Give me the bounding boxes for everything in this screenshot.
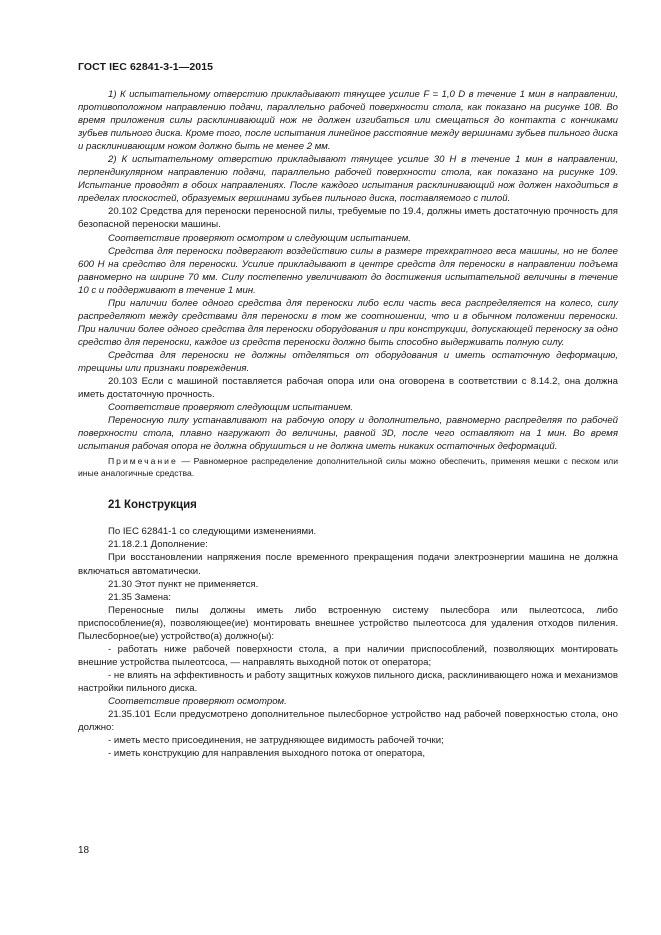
page-number: 18 (78, 845, 90, 856)
paragraph: 20.102 Средства для переноски переносной пилы, требуемые по 19.4, должны иметь достаточную прочность для безопасной переноски машины. (78, 206, 618, 231)
paragraph: Соответствие проверяют осмотром и следующим испытанием. (108, 232, 411, 244)
list-item: - иметь место присоединения, не затрудняющее видимость рабочей точки; (108, 735, 444, 747)
document-header: ГОСТ IEC 62841-3-1—2015 (78, 61, 214, 73)
list-item: - работать ниже рабочей поверхности стола, а при наличии приспособлений, позволяющих монтировать внешние устройства пылеотсоса, — направлять выходной поток от оператора; (78, 643, 618, 668)
note-text: — Равномерное распределение дополнительной силы можно обеспечить, применяя мешки с песком или иные аналогичные средства. (78, 456, 618, 479)
list-item: - иметь конструкцию для направления выходного потока от оператора, (108, 748, 425, 760)
paragraph: 21.35 Замена: (108, 591, 172, 603)
paragraph: 20.103 Если с машиной поставляется рабочая опора или она оговорена в соответствии с 8.14.2, она должна иметь достаточную прочность. (78, 376, 618, 401)
section-title: 21 Конструкция (108, 499, 197, 512)
paragraph: 21.18.2.1 Дополнение: (108, 539, 208, 551)
paragraph: 1) К испытательному отверстию прикладывают тянущее усилие F = 1,0 D в течение 1 мин в направлении, противоположном направлению подачи, параллельно рабочей поверхности стола, как показано на рисунке 108. Во время приложения силы расклинивающий нож не должен изгибаться или смещаться до контакта с кончиками зубьев пильного диска. Кроме того, после испытания линейное расстояние между вершинами зубьев пильного диска и расклинивающим ножом должно быть не менее 2 мм. (78, 89, 618, 153)
paragraph: При наличии более одного средства для переноски либо если часть веса распределяется на колесо, силу распределяют между средствами для переноски в том же соотношении, что и в обычном положении переноски. При наличии более одного средства для переноски оборудования и при конструкции, допускающей переноску за одно средство для переноски, каждое из средств переноски должно быть способно выдерживать полную силу. (78, 297, 618, 348)
paragraph: Переносную пилу устанавливают на рабочую опору и дополнительно, равномерно распределяя по рабочей поверхности стола, плавно нагружают до величины, равной 3D, после чего оставляют на 1 мин. Во время испытания рабочая опора не должна обрушиться и не должна иметь никаких остаточных деформаций. (78, 415, 618, 453)
paragraph: Средства для переноски не должны отделяться от оборудования и иметь остаточную деформацию, трещины или признаки повреждения. (78, 349, 618, 374)
note (78, 455, 618, 479)
document-body (78, 88, 618, 760)
paragraph: При восстановлении напряжения после временного прекращения подачи электроэнергии машина не должна включаться автоматически. (78, 552, 618, 577)
list-item: - не влиять на эффективность и работу защитных кожухов пильного диска, расклинивающего ножа и механизмов настройки пильного диска. (78, 669, 618, 694)
paragraph: 21.30 Этот пункт не применяется. (108, 578, 259, 590)
paragraph: Соответствие проверяют осмотром. (108, 695, 287, 707)
note-label: Примечание (108, 456, 178, 467)
paragraph: По IEC 62841-1 со следующими изменениями. (108, 526, 317, 538)
paragraph: Переносные пилы должны иметь либо встроенную систему пылесбора или пылеотсоса, либо приспособление(я), позволяющее(ие) монтировать внешнее устройство пылеотсоса для удаления отходов пиления. Пылесборное(ые) устройство(а) должно(ы): (78, 604, 618, 642)
paragraph: Соответствие проверяют следующим испытанием. (108, 402, 354, 414)
paragraph: Средства для переноски подвергают воздействию силы в размере трехкратного веса машины, но не более 600 Н на средство для переноски. Усилие прикладывают в центре средств для переноски в направлении подъема равномерно на ширине 70 мм. Силу постепенно увеличивают до достижения испытательной величины в течение 10 с и поддерживают в течение 1 мин. (78, 245, 618, 296)
paragraph: 2) К испытательному отверстию прикладывают тянущее усилие 30 Н в течение 1 мин в направлении, перпендикулярном направлению подачи, параллельно рабочей поверхности стола, как показано на рисунке 109. Испытание проводят в обоих направлениях. После каждого испытания расклинивающий нож должен находиться в пределах плоскостей, образуемых вершинами зубьев пильного диска, поставляемого с пилой. (78, 154, 618, 205)
paragraph: 21.35.101 Если предусмотрено дополнительное пылесборное устройство над рабочей поверхностью стола, оно должно: (78, 709, 618, 734)
